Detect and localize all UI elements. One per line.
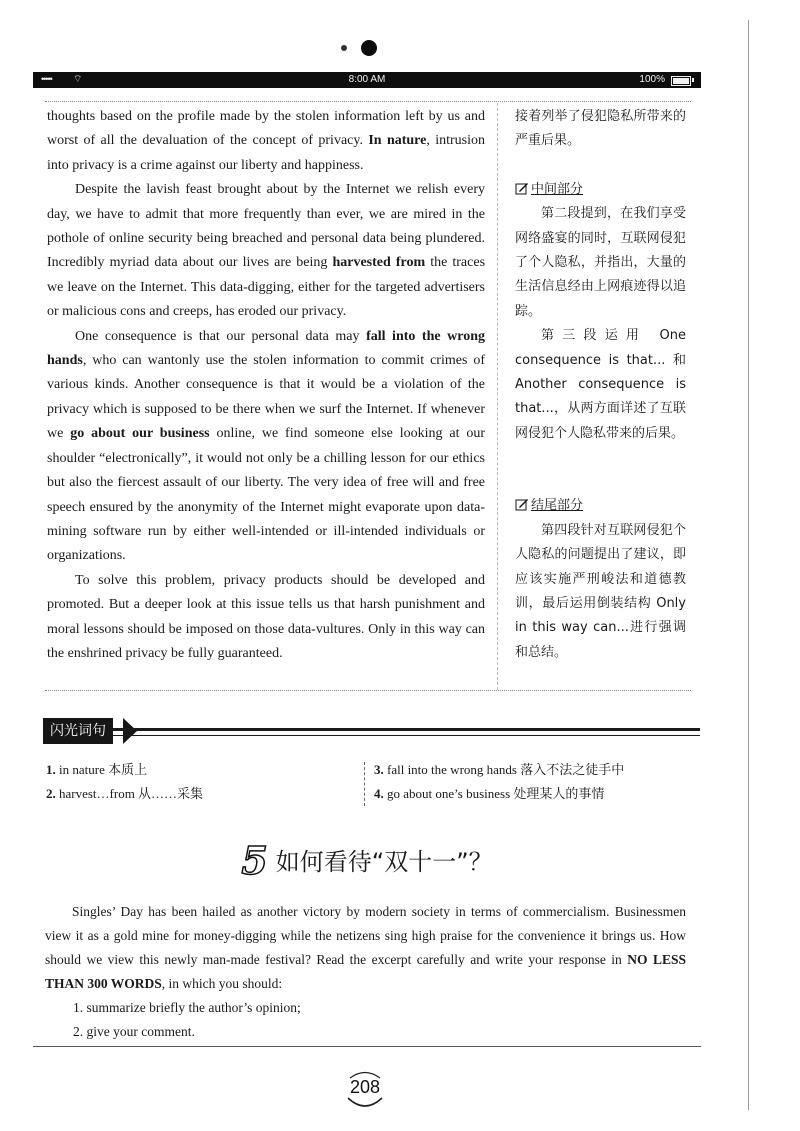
signal-icon: ••••• [41,74,52,84]
bottom-dotted-rule [45,690,691,691]
writing-prompt [45,900,686,1044]
vocab-item: 3. fall into the wrong hands 落入不法之徒手中 [374,762,625,777]
bold-phrase: harvested from [332,255,426,271]
page-number [340,1062,390,1112]
vocab-item: 1. in nature 本质上 [46,762,148,777]
essay-paragraph [47,178,485,324]
text-run: Singles’ Day has been hailed as another victory by modern society in terms of commercialism. Businessmen view it as a gold mine for money-digging while the netizens sing high praise for the convenience it brings us. How should we view this newly man-made festival? Read the excerpt carefully and write your response in [45,904,686,967]
note-ending-p1: 第四段针对互联网侵犯个人隐私的问题提出了建议，即应该实施严刑峻法和道德教训，最后运用倒装结构 Only in this way can...进行强调和总结。 [515,522,686,660]
status-bar [33,72,701,88]
vocab-column-left [46,758,346,806]
text-run: , in which you should: [161,976,283,991]
pen-icon [515,181,529,195]
bold-phrase: In nature [368,133,427,149]
task-list [45,996,686,1044]
wifi-icon: ⌔ [73,74,83,85]
text-run: the traces we leave on the Internet. This data-digging, either for the targeted advertisers or malicious cons and creeps, has eroded our privacy. [47,255,486,320]
battery-percent: 100% [639,74,665,85]
section-heading [0,838,734,883]
vocab-item: 4. go about one’s business 处理某人的事情 [374,786,605,801]
page-number-ornament [340,1062,390,1112]
bold-phrase: go about our business [70,426,210,442]
vocab-rule [112,728,700,736]
text-run: , who can wantonly use the stolen information to commit crimes of various kinds. Another consequence is that it would be a violation of the privacy which is supposed to be there when we surf the Internet. If whenever we [47,353,485,442]
section-title: 如何看待“双十一”？ [275,848,493,876]
note-ending-heading: 结尾部分 [515,494,686,518]
bold-phrase: NO LESS THAN 300 WORDS [45,952,686,991]
camera-lens-icon [361,40,377,56]
vocab-label: 闪光词句 [43,718,113,744]
essay-paragraph [47,569,485,667]
vocab-divider [364,762,365,806]
annotation-column [515,105,686,665]
essay-paragraph [47,325,485,569]
prompt-paragraph [45,900,686,996]
text-run: Despite the lavish feast brought about by the Internet we relish every day, we have to admit that more frequently than ever, we are mired in the pothole of online security being breached and personal data being plundered. Incredibly myriad data about our lives are being [47,182,485,271]
text-run: To solve this problem, privacy products should be developed and promoted. But a deeper look at this issue tells us that harsh punishment and moral lessons should be imposed on those data-vultures. Only in this way can the enshrined privacy be fully guaranteed. [47,572,485,661]
page-edge-line [748,20,749,1110]
section-number: 5 [241,838,268,883]
text-run: online, we find someone else looking at our shoulder “electronically”, it would not only be a chilling lesson for our ethics but also the fiercest assault of our liberty. The very idea of free will and free speech ensured by the anonymity of the Internet might evaporate upon data-mining software run by either well-intended or ill-intended individuals or organizations. [47,426,486,564]
note-middle-p2: 第三段运用 One consequence is that... 和 Another consequence is that...，从两方面详述了互联网侵犯个人隐私带来的后果。 [515,328,686,441]
note-middle-p1: 第二段提到，在我们享受网络盛宴的同时，互联网侵犯了个人隐私，并指出，大量的生活信息经由上网痕迹得以追踪。 [515,206,686,319]
camera-dot-icon [341,45,347,51]
vocab-column-right [374,758,674,806]
bottom-rule [33,1046,701,1047]
essay-paragraph [47,105,485,178]
pen-icon [515,497,529,511]
battery-nub [692,78,694,82]
text-run: , intrusion into privacy is a crime against our liberty and happiness. [47,133,486,173]
note-intro-tail: 接着列举了侵犯隐私所带来的严重后果。 [515,109,686,149]
essay-text [47,105,485,666]
front-camera [341,38,381,58]
task-item: 1. summarize briefly the author’s opinion; [73,1000,301,1015]
column-divider [497,103,498,690]
text-run: thoughts based on the profile made by the stolen information left by us and worst of all the devaluation of the concept of privacy. [47,109,485,149]
status-time: 8:00 AM [348,74,386,85]
note-middle-heading: 中间部分 [515,178,686,202]
page-number-text: 208 [349,1077,381,1097]
task-item: 2. give your comment. [73,1024,195,1039]
vocab-item: 2. harvest…from 从……采集 [46,786,204,801]
text-run: One consequence is that our personal data may [75,328,367,344]
bold-phrase: fall into the wrong hands [47,328,485,369]
top-dotted-rule [45,101,691,102]
battery-icon [671,76,691,86]
